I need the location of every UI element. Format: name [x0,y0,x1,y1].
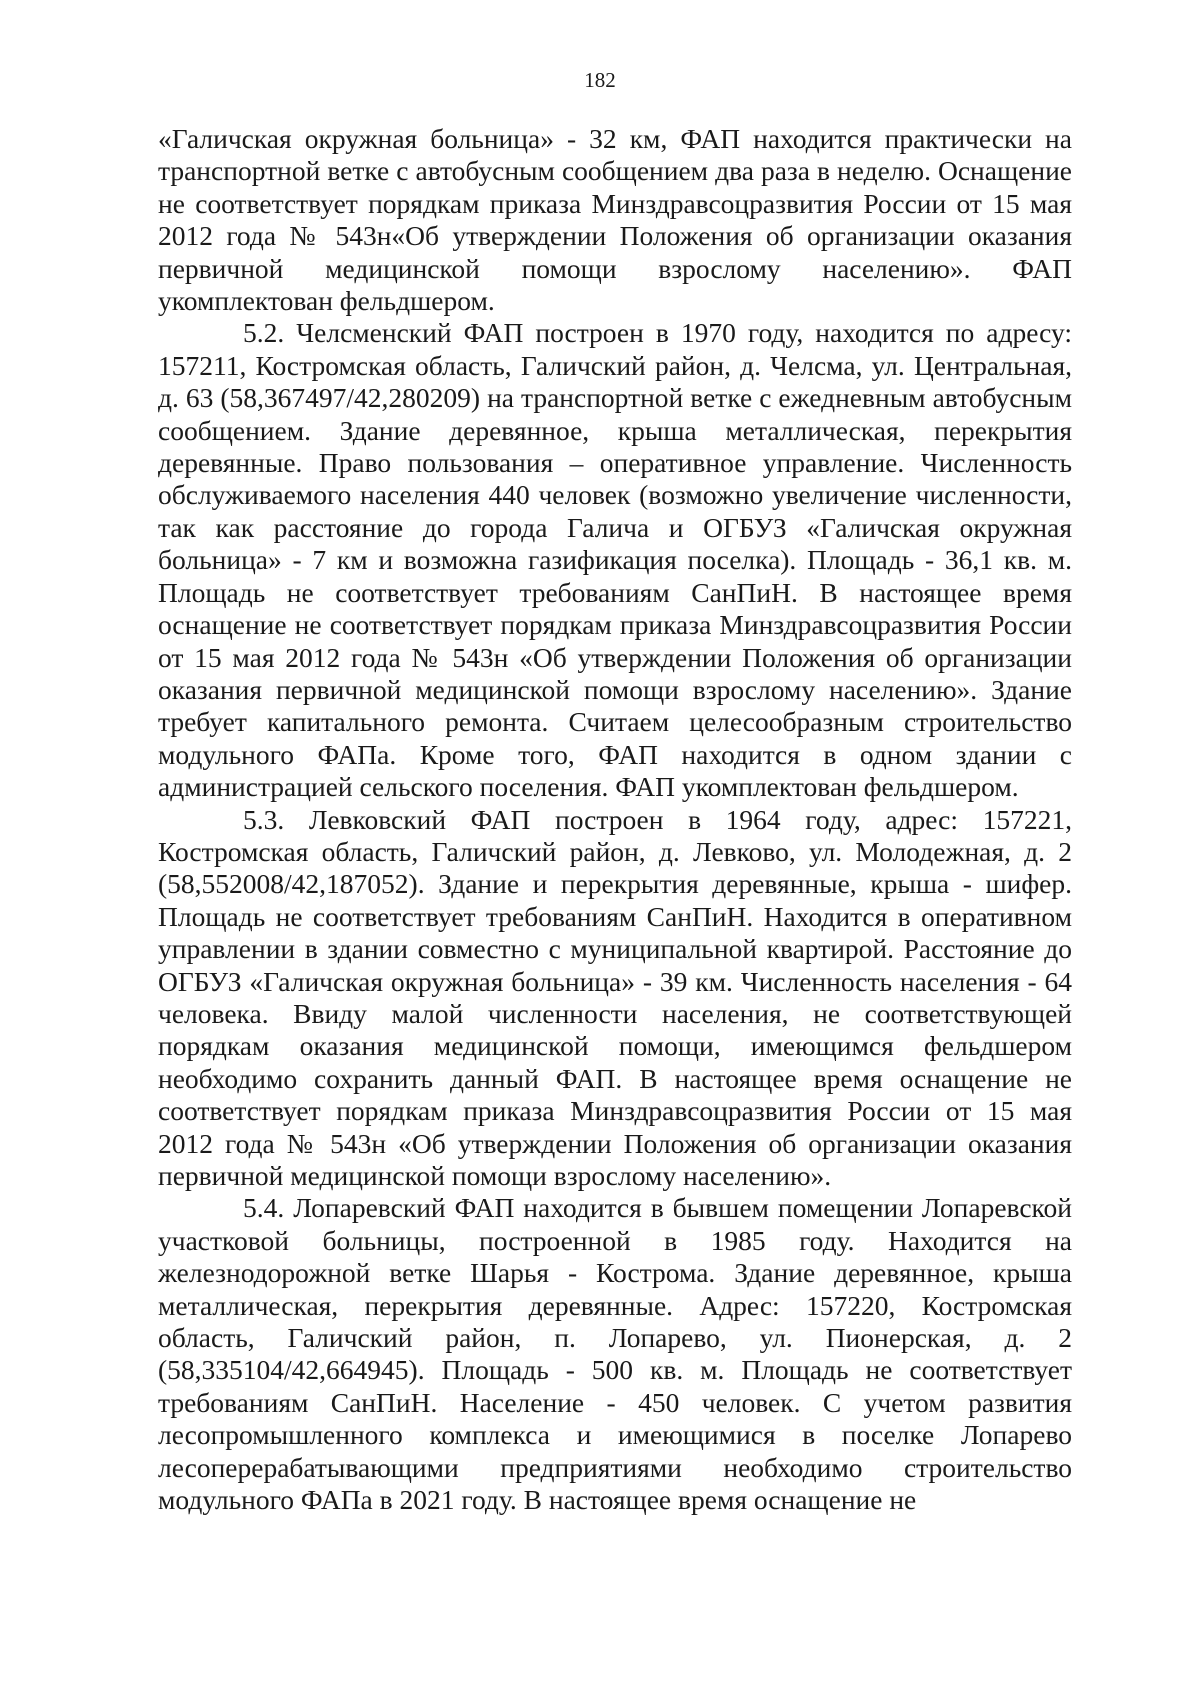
paragraph-5-4-loparevo-fap: 5.4. Лопаревский ФАП находится в бывшем помещении Лопаревской участковой больницы, построенной в 1985 году. Находится на железнодорожной ветке Шарья - Кострома. Здание деревянное, крыша металлическая, перекрытия деревянные. Адрес: 157220, Костромская область, Галичский район, п. Лопарево, ул. Пионерская, д. 2 (58,335104/42,664945). Площадь - 500 кв. м. Площадь не соответствует требованиям СанПиН. Население - 450 человек. С учетом развития лесопромышленного комплекса и имеющимися в поселке Лопарево лесоперерабатывающими предприятиями необходимо строительство модульного ФАПа в 2021 году. В настоящее время оснащение не [158,1192,1072,1516]
paragraph-continuation: «Галичская окружная больница» - 32 км, ФАП находится практически на транспортной ветке с автобусным сообщением два раза в неделю. Оснащение не соответствует порядкам приказа Минздравсоцразвития России от 15 мая 2012 года № 543н«Об утверждении Положения об организации оказания первичной медицинской помощи взрослому населению». ФАП укомплектован фельдшером. [158,123,1072,317]
paragraph-5-3-levkovo-fap: 5.3. Левковский ФАП построен в 1964 году, адрес: 157221, Костромская область, Галичский район, д. Левково, ул. Молодежная, д. 2 (58,552008/42,187052). Здание и перекрытия деревянные, крыша - шифер. Площадь не соответствует требованиям СанПиН. Находится в оперативном управлении в здании совместно с муниципальной квартирой. Расстояние до ОГБУЗ «Галичская окружная больница» - 39 км. Численность населения - 64 человека. Ввиду малой численности населения, не соответствующей порядкам оказания медицинской помощи, имеющимся фельдшером необходимо сохранить данный ФАП. В настоящее время оснащение не соответствует порядкам приказа Минздравсоцразвития России от 15 мая 2012 года № 543н «Об утверждении Положения об организации оказания первичной медицинской помощи взрослому населению». [158,803,1072,1191]
paragraph-5-2-chelsma-fap: 5.2. Челсменский ФАП построен в 1970 году, находится по адресу: 157211, Костромская область, Галичский район, д. Челсма, ул. Центральная, д. 63 (58,367497/42,280209) на транспортной ветке с ежедневным автобусным сообщением. Здание деревянное, крыша металлическая, перекрытия деревянные. Право пользования – оперативное управление. Численность обслуживаемого населения 440 человек (возможно увеличение численности, так как расстояние до города Галича и ОГБУЗ «Галичская окружная больница» - 7 км и возможна газификация поселка). Площадь - 36,1 кв. м. Площадь не соответствует требованиям СанПиН. В настоящее время оснащение не соответствует порядкам приказа Минздравсоцразвития России от 15 мая 2012 года № 543н «Об утверждении Положения об организации оказания первичной медицинской помощи взрослому населению». Здание требует капитального ремонта. Считаем целесообразным строительство модульного ФАПа. Кроме того, ФАП находится в одном здании с администрацией сельского поселения. ФАП укомплектован фельдшером. [158,317,1072,803]
page-number: 182 [584,68,616,92]
document-body [158,123,1072,1516]
